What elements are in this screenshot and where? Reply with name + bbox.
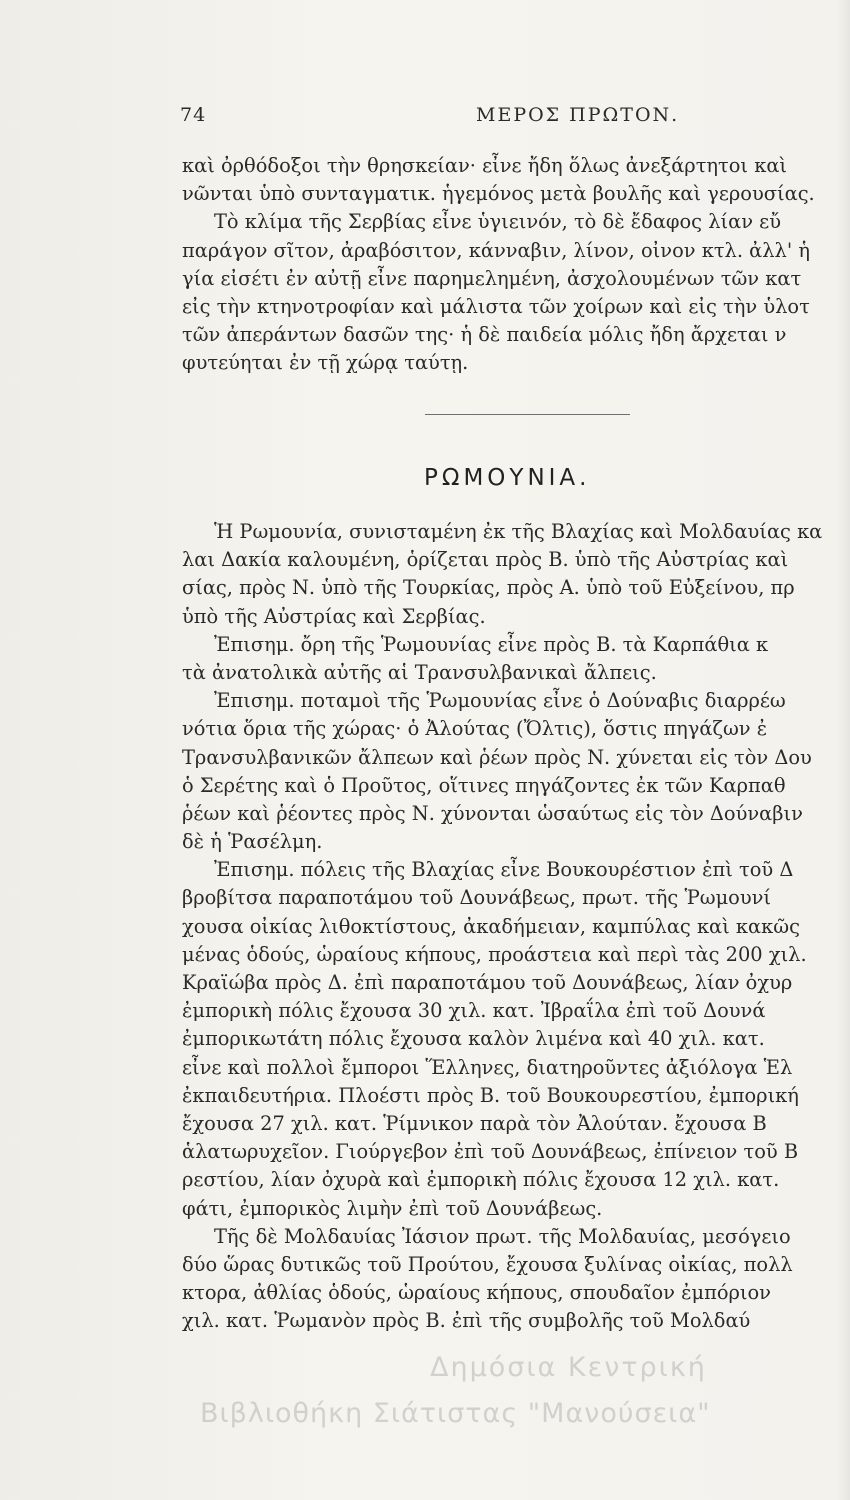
watermark-line-1: Δημόσια Κεντρική <box>430 1352 707 1383</box>
text-line: Τὸ κλίμα τῆς Σερβίας εἶνε ὑγιεινόν, τὸ δὲ ἔδαφος λίαν εὔ <box>214 210 781 234</box>
text-line: φάτι, ἐμπορικὸς λιμὴν ἐπὶ τοῦ Δουνάβεως. <box>182 1196 603 1220</box>
text-line: τῶν ἀπεράντων δασῶν της· ἡ δὲ παιδεία μόλις ἤδη ἄρχεται ν <box>182 323 787 347</box>
text-line: νῶνται ὑπὸ συνταγματικ. ἡγεμόνος μετὰ βουλῆς καὶ γερουσίας. <box>182 182 815 206</box>
text-line: Ἐπισημ. ὄρη τῆς Ῥωμουνίας εἶνε πρὸς Β. τὰ Καρπάθια κ <box>214 632 769 656</box>
text-line: ὁ Σερέτης καὶ ὁ Προῦτος, οἵτινες πηγάζοντες ἐκ τῶν Καρπαθ <box>182 773 786 797</box>
page-number: 74 <box>180 104 207 126</box>
text-line: δὲ ἡ Ῥασέλμη. <box>182 830 323 854</box>
watermark-line-2: Βιβλιοθήκη Σιάτιστας "Μανούσεια" <box>200 1398 711 1429</box>
text-line: ἔχουσα 27 χιλ. κατ. Ῥίμνικον παρὰ τὸν Ἀλούταν. ἔχουσα Β <box>182 1111 767 1135</box>
paragraph-romania <box>182 518 842 1335</box>
text-line: ἐκπαιδευτήρια. Πλοέστι πρὸς Β. τοῦ Βουκουρεστίου, ἐμπορική <box>182 1083 799 1107</box>
running-head: ΜΕΡΟΣ ΠΡΩΤΟΝ. <box>476 104 680 126</box>
text-line: Τρανσυλβανικῶν ἄλπεων καὶ ῥέων πρὸς Ν. χύνεται εἰς τὸν Δου <box>182 745 812 769</box>
text-line: γία εἰσέτι ἐν αὐτῇ εἶνε παρημελημένη, ἀσχολουμένων τῶν κατ <box>182 266 802 290</box>
text-line: Τῆς δὲ Μολδαυίας Ἰάσιον πρωτ. τῆς Μολδαυίας, μεσόγειο <box>214 1224 791 1248</box>
text-line: ρεστίου, λίαν ὀχυρὰ καὶ ἐμπορικὴ πόλις ἔχουσα 12 χιλ. κατ. <box>182 1168 780 1192</box>
text-line: καὶ ὀρθόδοξοι τὴν θρησκείαν· εἶνε ἤδη ὅλως ἀνεξάρτητοι καὶ <box>182 154 788 177</box>
text-line: παράγον σῖτον, ἀραβόσιτον, κάνναβιν, λίνον, οἰνον κτλ. ἀλλ' ἡ <box>182 238 810 262</box>
text-line: βροβίτσα παραποτάμου τοῦ Δουνάβεως, πρωτ. τῆς Ῥωμουνί <box>182 886 772 910</box>
text-line: κτορα, ἀθλίας ὁδούς, ὡραίους κήπους, σπουδαῖον ἐμπόριον <box>182 1281 771 1305</box>
text-line: λαι Δακία καλουμένη, ὁρίζεται πρὸς Β. ὑπὸ τῆς Αὐστρίας καὶ <box>182 548 789 572</box>
text-line: δύο ὥρας δυτικῶς τοῦ Προύτου, ἔχουσα ξυλίνας οἰκίας, πολλ <box>182 1252 793 1276</box>
library-watermark <box>200 1352 850 1452</box>
text-line: εἰς τὴν κτηνοτροφίαν καὶ μάλιστα τῶν χοίρων καὶ εἰς τὴν ὑλοτ <box>182 294 810 318</box>
text-line: νότια ὅρια τῆς χώρας· ὁ Ἀλούτας (Ὄλτις), ὅστις πηγάζων ἐ <box>182 717 768 741</box>
section-title: ΡΩΜΟΥΝΙΑ. <box>424 465 591 491</box>
text-line: σίας, πρὸς Ν. ὑπὸ τῆς Τουρκίας, πρὸς Α. ὑπὸ τοῦ Εὐξείνου, πρ <box>182 576 795 600</box>
text-line: φυτεύηται ἐν τῇ χώρᾳ ταύτῃ. <box>182 351 469 375</box>
paragraph-serbia <box>182 152 842 378</box>
text-line: ἁλατωρυχεῖον. Γιούργεβον ἐπὶ τοῦ Δουνάβεως, ἐπίνειον τοῦ Β <box>182 1140 799 1164</box>
page-header <box>180 104 840 134</box>
text-line: Κραϊώβα πρὸς Δ. ἐπὶ παραποτάμου τοῦ Δουνάβεως, λίαν ὀχυρ <box>182 971 793 994</box>
text-line: Ἡ Ρωμουνία, συνισταμένη ἐκ τῆς Βλαχίας καὶ Μολδαυίας κα <box>214 520 823 543</box>
text-line: εἶνε καὶ πολλοὶ ἔμποροι Ἕλληνες, διατηροῦντες ἀξιόλογα Ἑλ <box>182 1055 793 1079</box>
text-line: Ἐπισημ. ποταμοὶ τῆς Ῥωμουνίας εἶνε ὁ Δούναβις διαρρέω <box>214 689 786 713</box>
text-line: χιλ. κατ. Ῥωμανὸν πρὸς Β. ἐπὶ τῆς συμβολῆς τοῦ Μολδαύ <box>182 1309 751 1333</box>
text-line: μένας ὁδούς, ὡραίους κήπους, προάστεια καὶ περὶ τὰς 200 χιλ. <box>182 942 807 966</box>
text-line: τὰ ἀνατολικὰ αὐτῆς αἱ Τρανσυλβανικαὶ ἄλπεις. <box>182 660 657 684</box>
text-line: ἐμπορικὴ πόλις ἔχουσα 30 χιλ. κατ. Ἰβραΐλα ἐπὶ τοῦ Δουνά <box>182 999 766 1023</box>
text-line: χουσα οἰκίας λιθοκτίστους, ἀκαδήμειαν, καμπύλας καὶ κακῶς <box>182 914 800 938</box>
section-divider <box>425 414 630 415</box>
text-line: ἐμπορικωτάτη πόλις ἔχουσα καλὸν λιμένα καὶ 40 χιλ. κατ. <box>182 1027 765 1051</box>
text-line: ὑπὸ τῆς Αὐστρίας καὶ Σερβίας. <box>182 604 486 628</box>
text-line: Ἐπισημ. πόλεις τῆς Βλαχίας εἶνε Βουκουρέστιον ἐπὶ τοῦ Δ <box>214 858 794 882</box>
text-line: ῥέων καὶ ῥέοντες πρὸς Ν. χύνονται ὡσαύτως εἰς τὸν Δούναβιν <box>182 801 803 825</box>
